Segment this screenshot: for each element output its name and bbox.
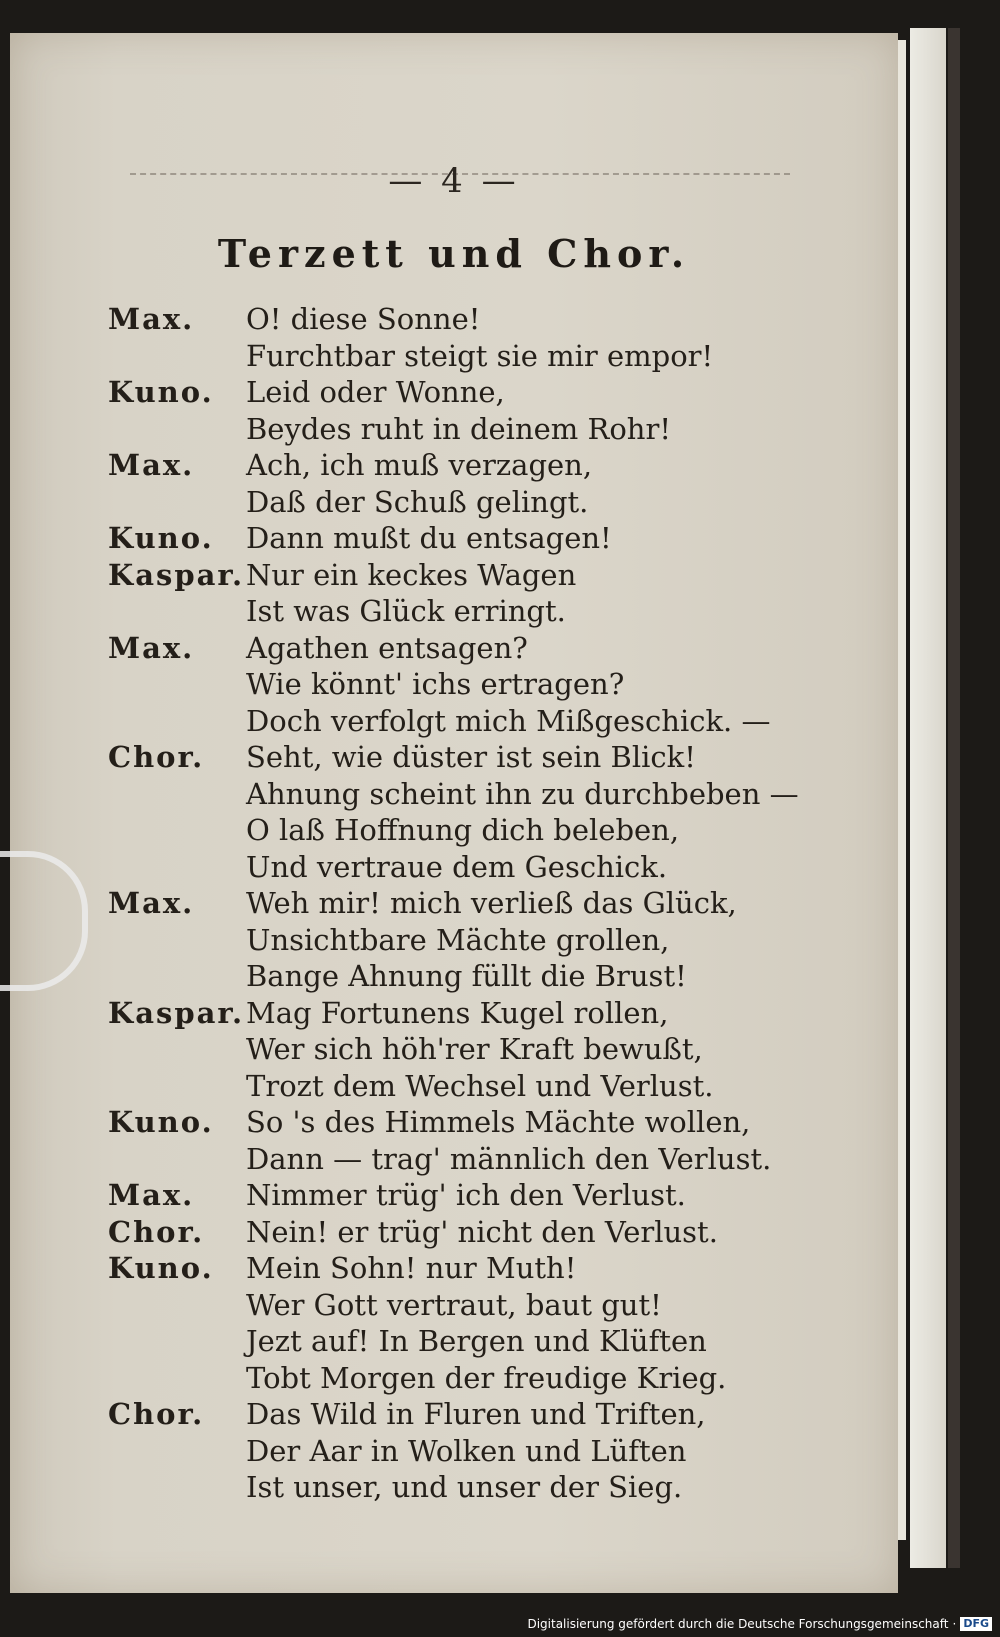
verse-line [10, 557, 898, 594]
page-edge-stack [910, 28, 946, 1568]
verse-line [10, 995, 898, 1032]
verse-line [10, 1104, 898, 1141]
verse-line [10, 1250, 898, 1287]
verse-text: Dann mußt du entsagen! [246, 521, 612, 555]
verse-line [10, 812, 898, 849]
verse-line [10, 1031, 898, 1068]
page-edge [898, 40, 906, 1540]
verse-lines [10, 301, 898, 1506]
verse-text: Nein! er trüg' nicht den Verlust. [246, 1214, 718, 1249]
verse-line [10, 1287, 898, 1324]
speaker-name: Kuno. [108, 375, 214, 409]
footer-text: Digitalisierung gefördert durch die Deutsche Forschungsgemeinschaft [527, 1617, 949, 1631]
verse-line [10, 776, 898, 813]
verse-text: Der Aar in Wolken und Lüften [246, 1433, 687, 1468]
verse-line [10, 849, 898, 886]
page-number: — 4 — [388, 161, 520, 201]
verse-line [10, 1360, 898, 1397]
verse-line [10, 520, 898, 557]
verse-text: Seht, wie düster ist sein Blick! [246, 740, 696, 774]
verse-line [10, 1214, 898, 1251]
speaker-name: Chor. [108, 1214, 205, 1249]
verse-text: Nimmer trüg' ich den Verlust. [246, 1178, 686, 1212]
verse-text: Ach, ich muß verzagen, [246, 448, 593, 482]
verse-text: Mein Sohn! nur Muth! [246, 1251, 577, 1285]
verse-text: O! diese Sonne! [246, 302, 481, 336]
verse-text: Wer sich höh'rer Kraft bewußt, [246, 1032, 703, 1066]
verse-line [10, 1068, 898, 1105]
speaker-name: Max. [108, 1178, 195, 1212]
verse-text: Ist was Glück erringt. [246, 594, 566, 628]
verse-text: Tobt Morgen der freudige Krieg. [246, 1360, 727, 1395]
verse-text: Leid oder Wonne, [246, 375, 505, 409]
verse-line [10, 338, 898, 375]
speaker-name: Chor. [108, 1397, 205, 1431]
verse-text: Trozt dem Wechsel und Verlust. [246, 1068, 714, 1103]
verse-line [10, 301, 898, 338]
verse-line [10, 1433, 898, 1470]
verse-line [10, 1396, 898, 1433]
verse-text: Weh mir! mich verließ das Glück, [246, 886, 737, 920]
verse-text: Bange Ahnung füllt die Brust! [246, 959, 687, 993]
verse-text: O laß Hoffnung dich beleben, [246, 813, 680, 847]
speaker-name: Max. [108, 630, 195, 665]
verse-text: Unsichtbare Mächte grollen, [246, 922, 670, 957]
speaker-name: Kaspar. [108, 557, 245, 592]
verse-text: Wie könnt' ichs ertragen? [246, 667, 625, 701]
section-title: Terzett und Chor. [217, 231, 691, 276]
verse-text: Und vertraue dem Geschick. [246, 849, 668, 884]
speaker-name: Kuno. [108, 1251, 214, 1285]
speaker-name: Kuno. [108, 521, 214, 555]
verse-text: Wer Gott vertraut, baut gut! [246, 1287, 662, 1322]
verse-line [10, 374, 898, 411]
verse-text: So 's des Himmels Mächte wollen, [246, 1105, 751, 1139]
verse-line [10, 484, 898, 521]
verse-text: Agathen entsagen? [246, 630, 528, 665]
verse-text: Beydes ruht in deinem Rohr! [246, 411, 671, 446]
dfg-logo: DFG [960, 1617, 992, 1631]
speaker-name: Kaspar. [108, 995, 245, 1030]
verse-text: Jezt auf! In Bergen und Klüften [246, 1324, 707, 1358]
book-page [10, 33, 898, 1593]
verse-text: Ahnung scheint ihn zu durchbeben — [246, 776, 799, 811]
verse-line [10, 739, 898, 776]
verse-text: Dann — trag' männlich den Verlust. [246, 1141, 772, 1176]
verse-text: Das Wild in Fluren und Triften, [246, 1397, 706, 1431]
verse-line [10, 666, 898, 703]
verse-line [10, 1323, 898, 1360]
verse-line [10, 885, 898, 922]
verse-line [10, 411, 898, 448]
speaker-name: Max. [108, 886, 195, 920]
verse-text: Furchtbar steigt sie mir empor! [246, 338, 714, 373]
verse-text: Ist unser, und unser der Sieg. [246, 1470, 683, 1504]
speaker-name: Kuno. [108, 1105, 214, 1139]
verse-text: Daß der Schuß gelingt. [246, 484, 589, 519]
verse-line [10, 1469, 898, 1506]
verse-line [10, 922, 898, 959]
verse-text: Nur ein keckes Wagen [246, 557, 577, 592]
verse-line [10, 1177, 898, 1214]
verse-line [10, 1141, 898, 1178]
speaker-name: Max. [108, 448, 195, 482]
verse-line [10, 593, 898, 630]
verse-text: Mag Fortunens Kugel rollen, [246, 995, 669, 1030]
book-spine-shadow [948, 28, 960, 1568]
verse-line [10, 447, 898, 484]
speaker-name: Max. [108, 302, 195, 336]
verse-line [10, 958, 898, 995]
footer-credit: Digitalisierung gefördert durch die Deutsche Forschungsgemeinschaft · DFG [527, 1617, 992, 1631]
verse-text: Doch verfolgt mich Mißgeschick. — [246, 703, 771, 738]
speaker-name: Chor. [108, 740, 205, 774]
verse-line [10, 630, 898, 667]
verse-line [10, 703, 898, 740]
